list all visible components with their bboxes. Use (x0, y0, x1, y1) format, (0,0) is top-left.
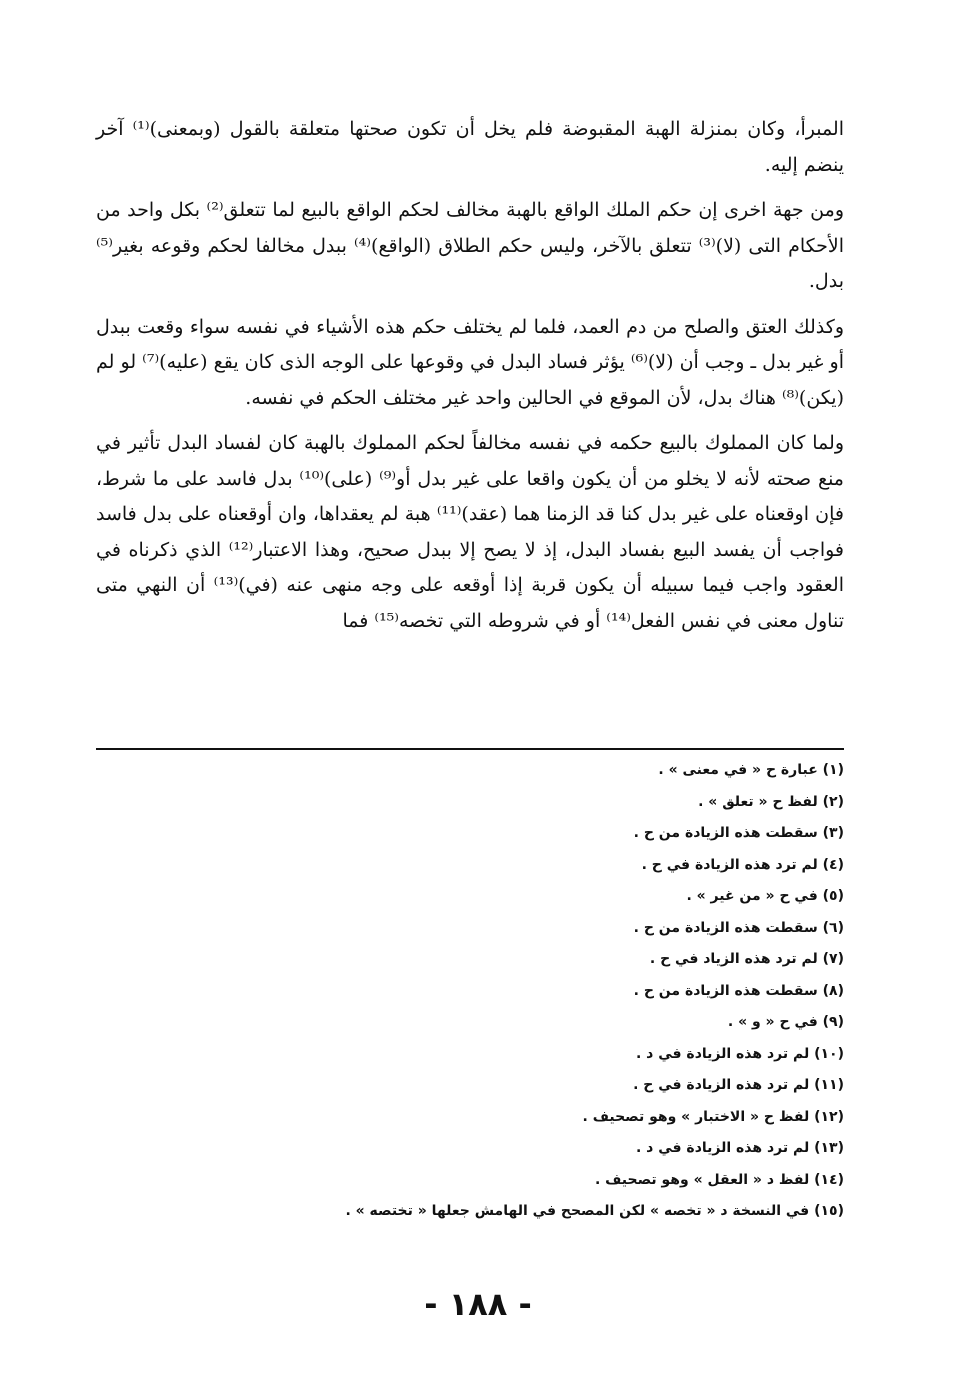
footnote-12: (١٢) لفظ ح « الاختبار » وهو تصحيف . (582, 1108, 844, 1125)
footnote-divider (96, 748, 844, 750)
footnote-15: (١٥) في النسخة د « تخصه » لكن المصحح في الهامش جعلها « تختصه » . (345, 1203, 844, 1219)
footnote-13: (١٣) لم ترد هذه الزيادة في د . (635, 1140, 844, 1156)
footnote-7: (٧) لم ترد هذه الزياد في ح . (649, 951, 844, 967)
main-text (96, 112, 844, 639)
paragraph-4: ولما كان المملوك بالبيع حكمه في نفسه مخالفاً لحكم المملوك بالهبة كان لفساد البدل تأثير في منع صحته لأنه لا يخلو من أن يكون واقعا على غير بدل أو⁽⁹⁾ (على)⁽¹⁰⁾ بدل فاسد على ما شرط، فإن اوقعناه على غير بدل كنا قد الزمنا هما (عقد)⁽¹¹⁾ هبة لم يعقداها، وان أوقعناه على بدل فاسد فواجب أن يفسد البيع بفساد البدل، إذ لا يصح إلا ببدل صحيح، وهذا الاعتبار⁽¹²⁾ الذي ذكرناه في العقود واجب فيما سبيله أن يكون قربة إذا أوقعه على وجه منهى عنه (في)⁽¹³⁾ أن النهي متى تناول معنى في نفس الفعل⁽¹⁴⁾ أو في شروطه التي تخصه⁽¹⁵⁾ فما (96, 432, 845, 632)
paragraph-1: المبرأ، وكان بمنزلة الهبة المقبوضة فلم يخل أن تكون صحتها متعلقة بالقول (وبمعنى)⁽¹⁾ آخر ينضم إليه. (96, 118, 845, 176)
paragraph-3: وكذلك العتق والصلح من دم العمد، فلما لم يختلف حكم هذه الأشياء في نفسه سواء وقعت ببدل أو غير بدل ـ وجب أن (لا)⁽⁶⁾ يؤثر فساد البدل في وقوعها على الوجه الذى كان يقع (عليه)⁽⁷⁾ لو لم (يكن)⁽⁸⁾ هناك بدل، لأن الموقع في الحالين واحد غير مختلف الحكم في نفسه. (96, 315, 844, 409)
paragraph-2: ومن جهة اخرى إن حكم الملك الواقع بالهبة مخالف لحكم الواقع بالبيع لما تتعلق⁽²⁾ بكل واحد من الأحكام التى (لا)⁽³⁾ تتعلق بالآخر، وليس حكم الطلاق (الواقع)⁽⁴⁾ ببدل مخالفا لحكم وقوعه بغير⁽⁵⁾ بدل. (96, 199, 845, 292)
footnote-4: (٤) لم ترد هذه الزيادة في ح . (641, 856, 844, 873)
footnote-6: (٦) سقطت هذه الزيادة من ح . (633, 919, 844, 936)
footnote-8: (٨) سقطت هذه الزيادة من ح . (633, 982, 844, 999)
footnote-10: (١٠) لم ترد هذه الزيادة في د . (635, 1045, 844, 1062)
footnote-3: (٣) سقطت هذه الزيادة من ح . (633, 825, 844, 841)
footnotes-list (96, 755, 844, 1228)
page-number: - ١٨٨ - (424, 1285, 532, 1323)
footnote-2: (٢) لفظ ح « تعلق » . (698, 793, 844, 810)
footnote-14: (١٤) لفظ د « العقل » وهو تصحيف . (594, 1171, 844, 1188)
footnote-11: (١١) لم ترد هذه الزيادة في ح . (633, 1077, 844, 1093)
footnote-1: (١) عبارة ح « في معنى » . (658, 762, 844, 778)
footnote-5: (٥) في ح « من غير » . (686, 888, 844, 904)
footnote-9: (٩) في ح « و » . (727, 1014, 844, 1030)
